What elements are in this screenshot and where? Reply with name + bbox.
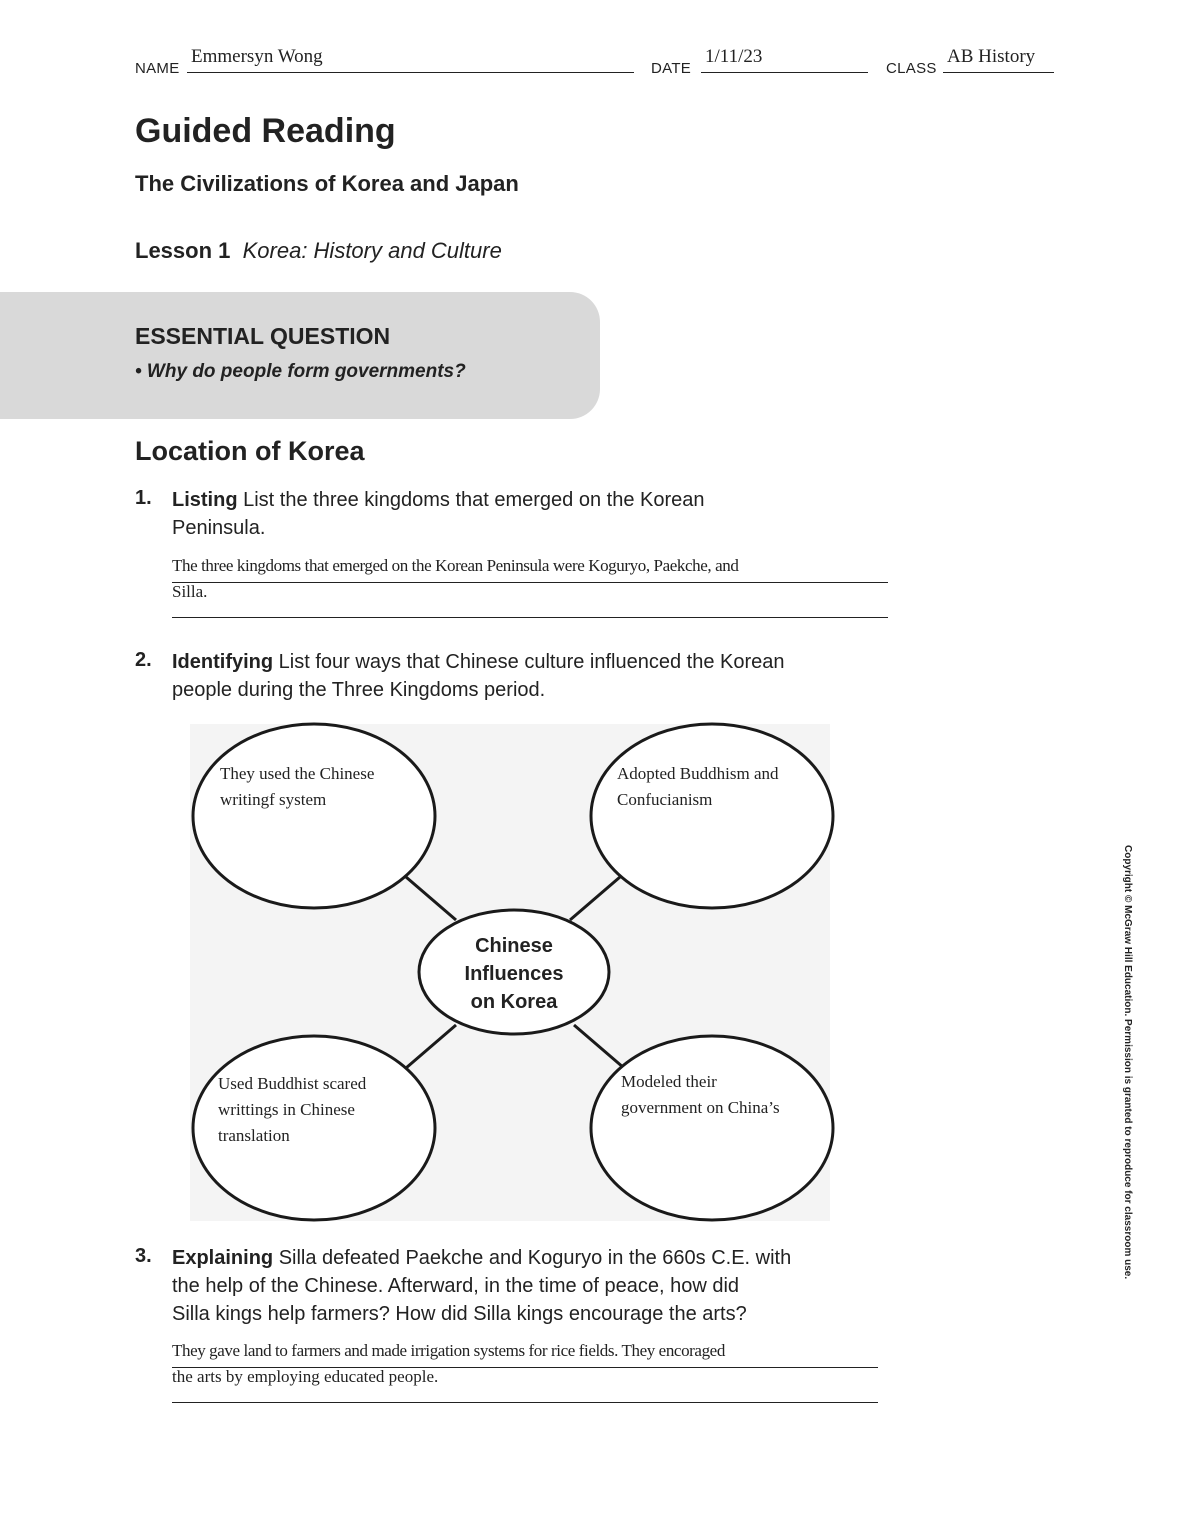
question-3-answer-line1: They gave land to farmers and made irrigation systems for rice fields. They encoraged bbox=[172, 1341, 725, 1360]
influence-bottom-right bbox=[621, 1069, 821, 1121]
oval-top-left bbox=[193, 724, 435, 908]
question-2-prompt-line2: people during the Three Kingdoms period. bbox=[172, 679, 546, 701]
section-title: Location of Korea bbox=[135, 436, 365, 466]
center-line1: Chinese bbox=[475, 935, 553, 957]
influence-top-left bbox=[220, 761, 420, 813]
influence-top-left-line1: They used the Chinese bbox=[220, 764, 375, 783]
connector-top-left bbox=[406, 877, 456, 920]
question-1-prompt-line1: List the three kingdoms that emerged on the Korean bbox=[243, 489, 705, 511]
question-3-number: 3. bbox=[135, 1245, 152, 1267]
question-1-answer-line1: The three kingdoms that emerged on the Korean Peninsula were Koguryo, Paekche, and bbox=[172, 556, 739, 575]
question-1-number: 1. bbox=[135, 487, 152, 509]
page-subtitle: The Civilizations of Korea and Japan bbox=[135, 171, 519, 196]
class-value: AB History bbox=[947, 46, 1036, 67]
question-3-prompt-line2: the help of the Chinese. Afterward, in the time of peace, how did bbox=[172, 1275, 740, 1297]
essential-question-text: • Why do people form governments? bbox=[135, 361, 466, 382]
influence-top-right-line1: Adopted Buddhism and bbox=[617, 764, 779, 783]
influence-bottom-left-line3: translation bbox=[218, 1126, 290, 1145]
question-3-prompt bbox=[172, 1244, 932, 1328]
question-2-number: 2. bbox=[135, 649, 152, 671]
influence-top-right-line2: Confucianism bbox=[617, 790, 713, 809]
center-line2: Influences bbox=[464, 963, 564, 985]
copyright-note: Copyright © McGraw Hill Education. Permission is granted to reproduce for classroom use. bbox=[1122, 845, 1133, 1280]
oval-top-right bbox=[591, 724, 833, 908]
name-value: Emmersyn Wong bbox=[191, 46, 323, 67]
connector-bottom-left bbox=[406, 1025, 456, 1068]
lesson-topic: Korea: History and Culture bbox=[242, 238, 502, 263]
question-3-prompt-line1: Silla defeated Paekche and Koguryo in the 660s C.E. with bbox=[278, 1247, 792, 1269]
class-label: CLASS bbox=[886, 60, 937, 77]
influence-top-left-line2: writingf system bbox=[220, 790, 327, 809]
influence-bottom-left-line2: writtings in Chinese bbox=[218, 1100, 355, 1119]
lesson-label: Lesson 1 bbox=[135, 238, 231, 263]
question-3-skill: Explaining bbox=[172, 1247, 274, 1269]
question-3-answer-rule2 bbox=[172, 1402, 878, 1403]
question-1-prompt-line2: Peninsula. bbox=[172, 517, 266, 539]
influence-bottom-left bbox=[218, 1071, 418, 1149]
connector-top-right bbox=[570, 877, 620, 920]
influence-bottom-left-line1: Used Buddhist scared bbox=[218, 1074, 367, 1093]
page-title: Guided Reading bbox=[135, 112, 396, 150]
diagram-center-label bbox=[424, 932, 604, 1016]
question-2-skill: Identifying bbox=[172, 651, 274, 673]
essential-question-heading: ESSENTIAL QUESTION bbox=[135, 323, 391, 349]
center-line3: on Korea bbox=[470, 991, 558, 1013]
date-value: 1/11/23 bbox=[705, 46, 763, 67]
question-1-skill: Listing bbox=[172, 489, 238, 511]
oval-bottom-right bbox=[591, 1036, 833, 1220]
question-2-prompt-line1: List four ways that Chinese culture influenced the Korean bbox=[278, 651, 785, 673]
influence-bottom-right-line2: government on China’s bbox=[621, 1098, 780, 1117]
influence-top-right bbox=[617, 761, 817, 813]
influence-bottom-right-line1: Modeled their bbox=[621, 1072, 717, 1091]
connector-bottom-right bbox=[574, 1025, 624, 1068]
date-label: DATE bbox=[651, 60, 692, 77]
name-label: NAME bbox=[135, 60, 180, 77]
question-1-answer-line2: Silla. bbox=[172, 582, 208, 601]
question-3-prompt-line3: Silla kings help farmers? How did Silla kings encourage the arts? bbox=[172, 1303, 747, 1325]
question-3-answer-line2: the arts by employing educated people. bbox=[172, 1367, 439, 1386]
